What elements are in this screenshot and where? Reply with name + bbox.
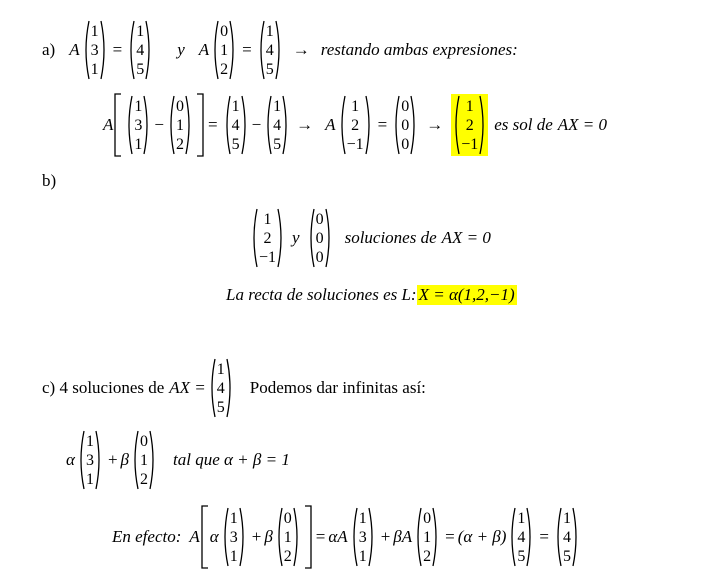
- matrix-a: A: [103, 115, 114, 134]
- vector-012: [131, 430, 157, 490]
- right-paren-icon: [526, 507, 534, 567]
- left-paren-icon: [508, 507, 516, 567]
- vec-cell: 2: [140, 470, 148, 488]
- matrix-a: A: [325, 115, 336, 134]
- right-paren-icon: [479, 95, 487, 155]
- vec-cell: 5: [265, 60, 274, 78]
- right-paren-icon: [95, 430, 103, 490]
- equals-sign: =: [539, 527, 550, 546]
- vector-145: [508, 507, 534, 567]
- ax-zero: AX = 0: [557, 115, 608, 134]
- vec-cell: −1: [346, 135, 364, 153]
- left-paren-icon: [211, 20, 219, 80]
- matrix-a: A: [198, 40, 210, 59]
- arrow-icon: →: [426, 115, 444, 134]
- part-c-label: c) 4 soluciones de: [42, 378, 165, 397]
- vec-cell: 0: [401, 97, 410, 115]
- vec-cell: 2: [283, 547, 292, 565]
- vec-cell: 4: [265, 41, 274, 59]
- left-paren-icon: [223, 95, 231, 155]
- left-paren-icon: [264, 95, 272, 155]
- vec-cell: 1: [216, 360, 225, 378]
- vector-12-1: [338, 95, 373, 155]
- vec-cell: 3: [90, 41, 99, 59]
- vec-cell: 1: [517, 509, 526, 527]
- vec-cell: 1: [273, 97, 282, 115]
- vec-cell: 1: [563, 509, 572, 527]
- vec-cell: 2: [423, 547, 432, 565]
- left-paren-icon: [208, 358, 216, 418]
- left-paren-icon: [125, 95, 133, 155]
- vec-cell: 1: [175, 116, 184, 134]
- equals-sign: =: [207, 115, 218, 134]
- zero-vector: [392, 95, 418, 155]
- beta-symbol: β: [120, 450, 129, 469]
- right-paren-icon: [282, 95, 290, 155]
- vec-cell: 2: [263, 229, 272, 247]
- right-paren-icon: [239, 507, 247, 567]
- vec-cell: 3: [134, 116, 143, 134]
- left-paren-icon: [131, 430, 139, 490]
- vec-cell: 0: [140, 432, 148, 450]
- left-paren-icon: [257, 20, 265, 80]
- left-paren-icon: [275, 507, 283, 567]
- vec-cell: 0: [315, 210, 324, 228]
- vec-cell: 2: [220, 60, 229, 78]
- vec-cell: 0: [220, 22, 229, 40]
- right-paren-icon: [325, 208, 333, 268]
- vec-cell: 1: [136, 22, 145, 40]
- condition-text: tal que α + β = 1: [173, 450, 290, 469]
- right-paren-icon: [365, 95, 373, 155]
- vec-cell: 1: [134, 135, 143, 153]
- vec-cell: 3: [358, 528, 367, 546]
- conjunction-y: y: [177, 40, 185, 59]
- right-paren-icon: [410, 95, 418, 155]
- right-paren-icon: [145, 20, 153, 80]
- beta-symbol: β: [264, 527, 273, 546]
- vec-cell: 1: [283, 528, 292, 546]
- right-bracket-icon: [303, 505, 313, 569]
- highlighted-solution-vector: [451, 94, 488, 156]
- vec-cell: 5: [136, 60, 145, 78]
- part-a-subtraction-line: [103, 92, 607, 158]
- vec-cell: 0: [401, 135, 410, 153]
- recta-line: [226, 283, 517, 307]
- vec-cell: 2: [175, 135, 184, 153]
- left-paren-icon: [338, 95, 346, 155]
- vec-cell: 5: [231, 135, 240, 153]
- vec-cell: 5: [216, 398, 225, 416]
- vec-cell: 1: [134, 97, 143, 115]
- vec-cell: 1: [85, 432, 94, 450]
- recta-text: La recta de soluciones es L:: [226, 285, 417, 304]
- vec-cell: −1: [461, 135, 479, 153]
- alpha-a: αA: [328, 527, 348, 546]
- equals-sign: =: [315, 527, 326, 546]
- vec-cell: 5: [563, 547, 572, 565]
- vec-cell: 0: [401, 116, 410, 134]
- vector-145: [208, 358, 234, 418]
- equals-sign: =: [445, 527, 455, 546]
- vector-131: [82, 20, 108, 80]
- vec-cell: 1: [90, 22, 99, 40]
- soluciones-text: soluciones de: [344, 228, 437, 247]
- vector-131: [221, 507, 247, 567]
- es-sol-text: es sol de: [494, 115, 553, 134]
- vector-012: [211, 20, 237, 80]
- minus-sign: −: [154, 115, 164, 134]
- vector-012: [167, 95, 193, 155]
- vec-cell: 1: [140, 451, 148, 469]
- vec-cell: 5: [273, 135, 282, 153]
- right-paren-icon: [100, 20, 108, 80]
- plus-sign: +: [251, 527, 262, 546]
- vec-cell: 0: [283, 509, 292, 527]
- vec-cell: 0: [175, 97, 184, 115]
- vector-131: [77, 430, 103, 490]
- part-b-label-line: [42, 170, 56, 192]
- vec-cell: 1: [263, 210, 272, 228]
- left-paren-icon: [307, 208, 315, 268]
- vector-145: [264, 95, 290, 155]
- vec-cell: 3: [229, 528, 238, 546]
- alpha-symbol: α: [66, 450, 75, 469]
- ax-zero: AX = 0: [441, 228, 491, 247]
- vec-cell: 4: [136, 41, 145, 59]
- vec-cell: 5: [517, 547, 526, 565]
- en-efecto-line: [112, 503, 582, 571]
- vec-cell: 0: [315, 229, 324, 247]
- vec-cell: 1: [358, 547, 367, 565]
- right-bracket-icon: [195, 93, 205, 157]
- equals-sign: =: [242, 40, 252, 59]
- vec-cell: 1: [229, 547, 238, 565]
- vec-cell: 0: [315, 248, 324, 266]
- vec-cell: 1: [265, 22, 274, 40]
- vec-cell: 1: [231, 97, 240, 115]
- vec-cell: 1: [229, 509, 238, 527]
- minus-sign: −: [251, 115, 262, 134]
- left-paren-icon: [452, 95, 460, 155]
- vec-cell: 1: [358, 509, 367, 527]
- vector-012: [414, 507, 440, 567]
- vec-cell: 4: [563, 528, 572, 546]
- left-paren-icon: [127, 20, 135, 80]
- left-paren-icon: [221, 507, 229, 567]
- vec-cell: 1: [220, 41, 229, 59]
- conjunction-y: y: [292, 228, 300, 247]
- right-paren-icon: [149, 430, 157, 490]
- beta-a: βA: [393, 527, 413, 546]
- right-paren-icon: [277, 208, 285, 268]
- part-b-solutions-line: [248, 206, 491, 270]
- vector-145: [554, 507, 580, 567]
- right-paren-icon: [368, 507, 376, 567]
- vec-cell: 1: [351, 97, 360, 115]
- vec-cell: 4: [273, 116, 282, 134]
- vec-cell: 0: [423, 509, 432, 527]
- part-c-line: [42, 356, 426, 420]
- matrix-a: A: [189, 527, 200, 546]
- left-bracket-icon: [113, 93, 123, 157]
- right-paren-icon: [226, 358, 234, 418]
- ax-equals: AX =: [169, 378, 206, 397]
- vec-cell: 2: [351, 116, 360, 134]
- right-paren-icon: [572, 507, 580, 567]
- part-b-label: b): [42, 171, 57, 190]
- left-paren-icon: [82, 20, 90, 80]
- right-paren-icon: [143, 95, 151, 155]
- equals-sign: =: [112, 40, 123, 59]
- vec-cell: 4: [216, 379, 225, 397]
- arrow-icon: →: [296, 115, 314, 134]
- right-paren-icon: [241, 95, 249, 155]
- arrow-icon: →: [292, 40, 310, 59]
- linear-combination-line: [66, 428, 290, 492]
- subtract-note: restando ambas expresiones:: [320, 40, 518, 59]
- vector-145: [257, 20, 283, 80]
- vec-cell: 2: [465, 116, 474, 134]
- infinitas-text: Podemos dar infinitas así:: [249, 378, 426, 397]
- en-efecto-text: En efecto:: [112, 527, 182, 546]
- right-paren-icon: [229, 20, 237, 80]
- right-paren-icon: [293, 507, 301, 567]
- right-paren-icon: [275, 20, 283, 80]
- vector-131: [125, 95, 151, 155]
- vec-cell: 4: [231, 116, 240, 134]
- matrix-a: A: [69, 40, 80, 59]
- left-paren-icon: [392, 95, 400, 155]
- left-paren-icon: [250, 208, 258, 268]
- right-paren-icon: [432, 507, 440, 567]
- left-paren-icon: [350, 507, 358, 567]
- vector-12-1: [250, 208, 285, 268]
- right-paren-icon: [185, 95, 193, 155]
- plus-sign: +: [107, 450, 118, 469]
- vec-cell: −1: [259, 248, 277, 266]
- left-bracket-icon: [200, 505, 210, 569]
- plus-sign: +: [380, 527, 391, 546]
- left-paren-icon: [77, 430, 85, 490]
- left-paren-icon: [554, 507, 562, 567]
- vector-012: [275, 507, 301, 567]
- alpha-plus-beta: (α + β): [457, 527, 507, 546]
- zero-vector: [307, 208, 333, 268]
- vector-145: [127, 20, 153, 80]
- vec-cell: 1: [90, 60, 99, 78]
- vec-cell: 4: [517, 528, 526, 546]
- recta-equation-highlight: X = α(1,2,−1): [418, 285, 515, 304]
- vec-cell: 1: [423, 528, 432, 546]
- part-a-label: a): [42, 40, 56, 59]
- vector-131: [350, 507, 376, 567]
- left-paren-icon: [414, 507, 422, 567]
- vector-145: [223, 95, 249, 155]
- equals-sign: =: [377, 115, 388, 134]
- alpha-symbol: α: [209, 527, 219, 546]
- vec-cell: 1: [85, 470, 94, 488]
- part-a-line: [42, 18, 518, 82]
- left-paren-icon: [167, 95, 175, 155]
- vec-cell: 3: [85, 451, 94, 469]
- vec-cell: 1: [465, 97, 474, 115]
